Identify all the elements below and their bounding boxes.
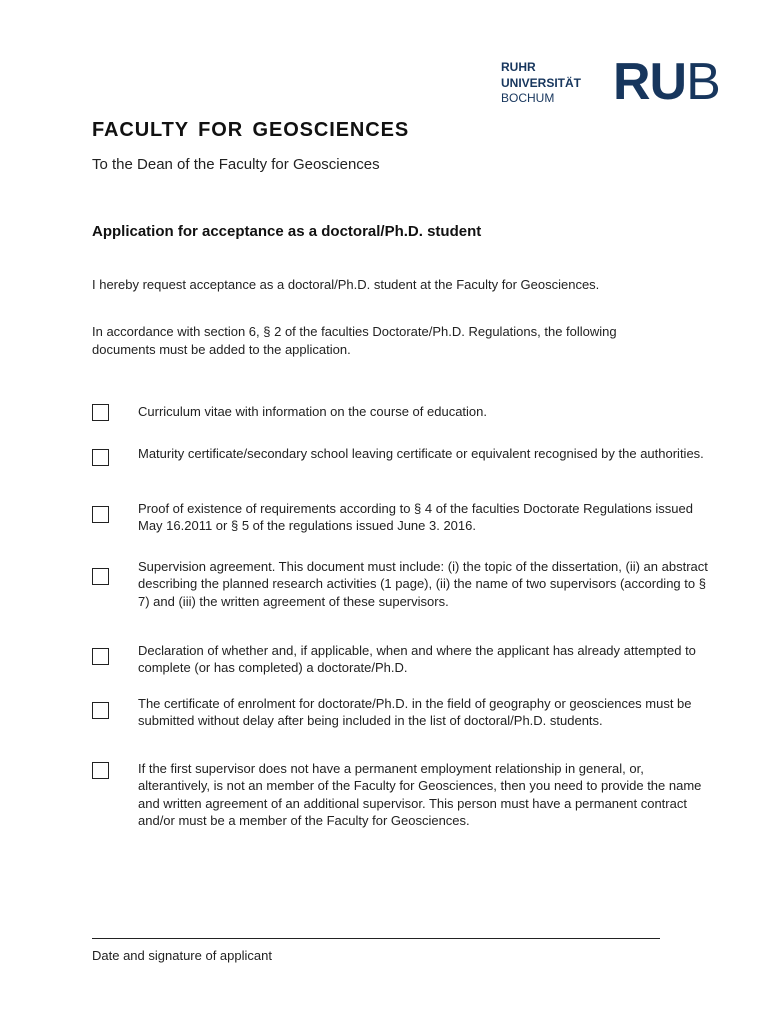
requirement-text: Maturity certificate/secondary school leaving certificate or equivalent recognised by the authorities. xyxy=(138,446,704,461)
recipient-line: To the Dean of the Faculty for Geosciences xyxy=(92,156,380,173)
logo-line-bochum: BOCHUM xyxy=(501,91,555,105)
requirement-checkbox[interactable] xyxy=(92,568,109,585)
regulation-paragraph: In accordance with section 6, § 2 of the faculties Doctorate/Ph.D. Regulations, the following documents must be added to the application. xyxy=(92,324,617,357)
requirement-checkbox[interactable] xyxy=(92,404,109,421)
requirement-text: Supervision agreement. This document must include: (i) the topic of the dissertation, (ii) an abstract describing the planned research activities (1 page), (ii) the name of two supervisors (according to § 7) and (iii) the written agreement of these supervisors. xyxy=(138,559,708,609)
requirement-checkbox[interactable] xyxy=(92,648,109,665)
university-wordmark xyxy=(501,60,601,107)
application-title: Application for acceptance as a doctoral/Ph.D. student xyxy=(92,223,482,240)
logo-line-universitaet: UNIVERSITÄT xyxy=(501,75,582,90)
faculty-title: FACULTY FOR GEOSCIENCES xyxy=(92,119,410,141)
signature-label: Date and signature of applicant xyxy=(92,948,272,963)
requirement-text: Curriculum vitae with information on the course of education. xyxy=(138,404,488,419)
logo-line-ruhr: RUHR xyxy=(501,60,536,74)
requirement-checkbox[interactable] xyxy=(92,702,109,719)
requirement-text: Proof of existence of requirements according to § 4 of the faculties Doctorate Regulations issued May 16.2011 or § 5 of the regulations issued June 3. 2016. xyxy=(138,501,693,534)
requirement-text: Declaration of whether and, if applicable, when and where the applicant has already attempted to complete (or has completed) a doctorate/Ph.D. xyxy=(138,643,696,676)
rub-logo-light: B xyxy=(686,53,720,111)
requirement-checkbox[interactable] xyxy=(92,449,109,466)
signature-line[interactable] xyxy=(92,938,660,939)
requirement-checkbox[interactable] xyxy=(92,506,109,523)
requirement-text: The certificate of enrolment for doctorate/Ph.D. in the field of geography or geosciences must be submitted without delay after being included in the list of doctoral/Ph.D. students. xyxy=(138,696,692,729)
intro-paragraph: I hereby request acceptance as a doctoral/Ph.D. student at the Faculty for Geosciences. xyxy=(92,277,600,292)
requirement-checkbox[interactable] xyxy=(92,762,109,779)
rub-logo-bold: RU xyxy=(613,53,687,111)
requirement-text: If the first supervisor does not have a permanent employment relationship in general, or, alterantively, is not an member of the Faculty for Geosciences, then you need to provide the name and written agreement of an additional supervisor. This person must have a permanent contract and/or must be a member of the Faculty for Geosciences. xyxy=(138,761,702,828)
rub-logo xyxy=(613,52,720,112)
